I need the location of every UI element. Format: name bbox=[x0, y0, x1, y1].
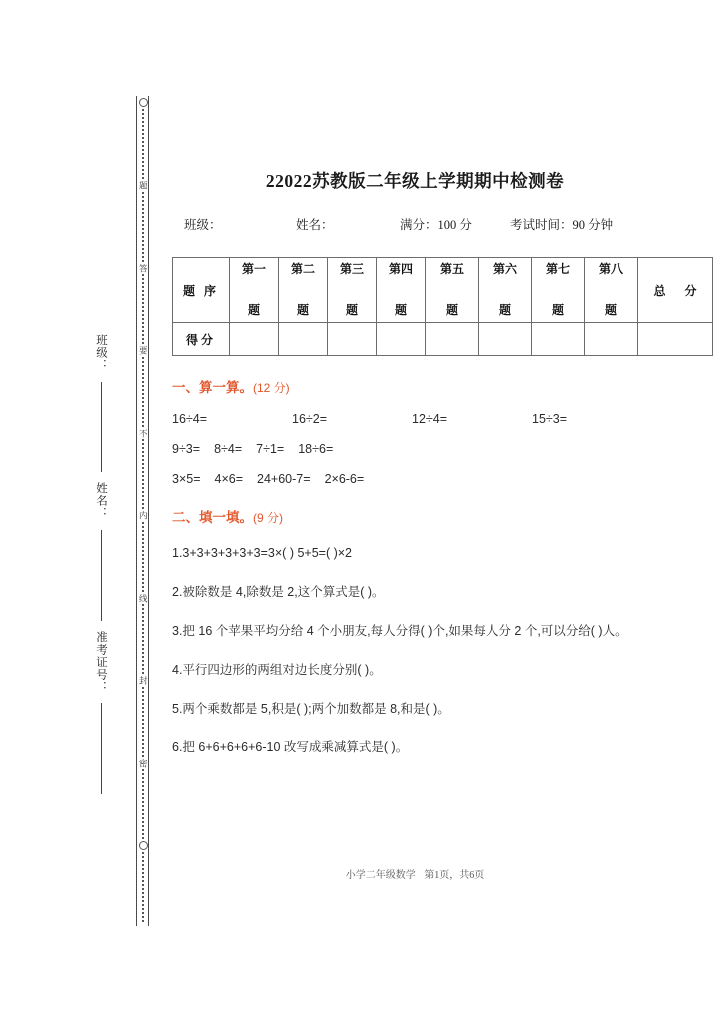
calc-expression: 9÷3= bbox=[172, 442, 201, 456]
q4-bottom: 题 bbox=[394, 302, 407, 317]
cell-score-2[interactable] bbox=[279, 323, 328, 356]
seal-char-2: 要 bbox=[138, 346, 149, 355]
cell-question-7 bbox=[532, 258, 585, 323]
calc-expression: 4×6= bbox=[214, 472, 244, 486]
fill-in-item-4: 4.平行四边形的两组对边长度分别( )。 bbox=[172, 662, 382, 677]
cell-score-total[interactable] bbox=[638, 323, 713, 356]
student-name-writeline bbox=[101, 530, 102, 621]
cell-score-3[interactable] bbox=[328, 323, 377, 356]
q6-top: 第六 bbox=[492, 262, 517, 276]
calc-row-3 bbox=[172, 472, 658, 486]
student-exam-id-label: 准考证号： bbox=[95, 630, 107, 694]
q2-top: 第二 bbox=[290, 262, 315, 276]
seal-dotted-strip bbox=[138, 96, 148, 926]
cell-score-6[interactable] bbox=[479, 323, 532, 356]
q8-top: 第八 bbox=[598, 262, 623, 276]
calc-expression: 3×5= bbox=[172, 472, 201, 486]
seal-char-5: 线 bbox=[138, 593, 149, 602]
cell-score-1[interactable] bbox=[230, 323, 279, 356]
cell-question-4 bbox=[377, 258, 426, 323]
section-heading-2 bbox=[172, 506, 658, 526]
seal-dots-segment bbox=[142, 522, 144, 592]
q4-top: 第四 bbox=[388, 262, 413, 276]
footer-subject: 小学二年级数学 bbox=[345, 870, 416, 881]
meta-class: 班级： bbox=[184, 218, 222, 232]
cell-question-6 bbox=[479, 258, 532, 323]
cell-score-4[interactable] bbox=[377, 323, 426, 356]
q7-top: 第七 bbox=[545, 262, 570, 276]
q3-top: 第三 bbox=[339, 262, 364, 276]
footer-pagination: 第1页，共6页 bbox=[424, 870, 485, 881]
fill-in-item-6: 6.把 6+6+6+6+6-10 改写成乘减算式是( )。 bbox=[172, 740, 409, 755]
seal-dots-segment bbox=[142, 604, 144, 674]
q5-top: 第五 bbox=[439, 262, 464, 276]
student-class-writeline bbox=[101, 382, 102, 473]
cell-question-8 bbox=[585, 258, 638, 323]
calc-expression: 15÷3= bbox=[532, 412, 568, 426]
seal-dots-segment bbox=[142, 687, 144, 757]
calc-expression: 24+60-7= bbox=[257, 472, 311, 486]
seal-dots-segment bbox=[142, 439, 144, 509]
cell-question-5 bbox=[426, 258, 479, 323]
fill-in-item-2: 2.被除数是 4,除数是 2,这个算式是( )。 bbox=[172, 584, 385, 599]
cell-score-row-label: 得分 bbox=[173, 323, 230, 356]
seal-dots-segment bbox=[142, 274, 144, 344]
student-info-column bbox=[86, 330, 116, 800]
q1-bottom: 题 bbox=[247, 302, 260, 317]
section-2-title: 二、填一填。 bbox=[172, 510, 253, 525]
seal-rule-left bbox=[136, 96, 137, 926]
q1-top: 第一 bbox=[241, 262, 266, 276]
seal-dots-segment bbox=[142, 357, 144, 427]
cell-question-3 bbox=[328, 258, 377, 323]
score-summary-table bbox=[172, 257, 713, 356]
table-row-question-headers bbox=[173, 258, 713, 323]
calc-expression: 16÷4= bbox=[172, 412, 208, 426]
seal-char-3: 不 bbox=[138, 428, 149, 437]
q7-bottom: 题 bbox=[551, 302, 564, 317]
cell-score-8[interactable] bbox=[585, 323, 638, 356]
seal-char-0: 题 bbox=[138, 181, 149, 190]
page-footer bbox=[172, 866, 658, 881]
q5-bottom: 题 bbox=[445, 302, 458, 317]
fill-in-item-1: 1.3+3+3+3+3+3=3×( ) 5+5=( )×2 bbox=[172, 546, 353, 560]
fill-in-item-5: 5.两个乘数都是 5,积是( );两个加数都是 8,和是( )。 bbox=[172, 701, 450, 716]
seal-dots-segment bbox=[142, 192, 144, 262]
calc-expression: 12÷4= bbox=[412, 412, 448, 426]
section-heading-1 bbox=[172, 376, 658, 396]
meta-name: 姓名： bbox=[296, 218, 334, 232]
fill-in-item-3: 3.把 16 个苹果平均分给 4 个小朋友,每人分得( )个,如果每人分 2 个,可以分给( )人。 bbox=[172, 623, 628, 638]
meta-duration: 考试时间：90 分钟 bbox=[510, 218, 614, 232]
exam-meta-row bbox=[172, 215, 658, 233]
calc-row-1 bbox=[172, 412, 658, 426]
section-2-points: (9 分) bbox=[253, 511, 284, 525]
cell-question-row-label: 题 序 bbox=[173, 258, 230, 323]
q2-bottom: 题 bbox=[296, 302, 309, 317]
exam-content bbox=[172, 96, 705, 759]
seal-char-4: 内 bbox=[138, 511, 149, 520]
section-1-points: (12 分) bbox=[253, 381, 290, 395]
cell-score-7[interactable] bbox=[532, 323, 585, 356]
seal-char-7: 密 bbox=[138, 758, 149, 767]
calc-row-2 bbox=[172, 442, 658, 456]
calc-expression: 18÷6= bbox=[298, 442, 334, 456]
cell-total-header bbox=[638, 258, 713, 323]
seal-dots-segment bbox=[142, 852, 144, 922]
table-row-scores bbox=[173, 323, 713, 356]
q3-bottom: 题 bbox=[345, 302, 358, 317]
seal-dots-segment bbox=[142, 109, 144, 179]
seal-char-6: 封 bbox=[138, 676, 149, 685]
q6-bottom: 题 bbox=[498, 302, 511, 317]
cell-question-1 bbox=[230, 258, 279, 323]
total-label-text: 总 分 bbox=[653, 283, 705, 298]
section-1-title: 一、算一算。 bbox=[172, 380, 253, 395]
q8-bottom: 题 bbox=[604, 302, 617, 317]
seal-dots-segment bbox=[142, 769, 144, 839]
seal-circle-bottom bbox=[139, 841, 148, 850]
calc-expression: 2×6-6= bbox=[324, 472, 365, 486]
meta-full-score: 满分：100 分 bbox=[400, 218, 472, 232]
calc-expression: 16÷2= bbox=[292, 412, 328, 426]
page-title: 22022苏教版二年级上学期期中检测卷 bbox=[265, 171, 565, 191]
student-class-label: 班级： bbox=[95, 334, 107, 372]
seal-char-1: 答 bbox=[138, 263, 149, 272]
calc-expression: 7÷1= bbox=[256, 442, 285, 456]
student-name-label: 姓名： bbox=[95, 482, 107, 520]
calc-expression: 8÷4= bbox=[214, 442, 243, 456]
cell-score-5[interactable] bbox=[426, 323, 479, 356]
seal-rule-right bbox=[148, 96, 149, 926]
cell-question-2 bbox=[279, 258, 328, 323]
seal-circle-top bbox=[139, 98, 148, 107]
student-exam-id-writeline bbox=[101, 703, 102, 794]
